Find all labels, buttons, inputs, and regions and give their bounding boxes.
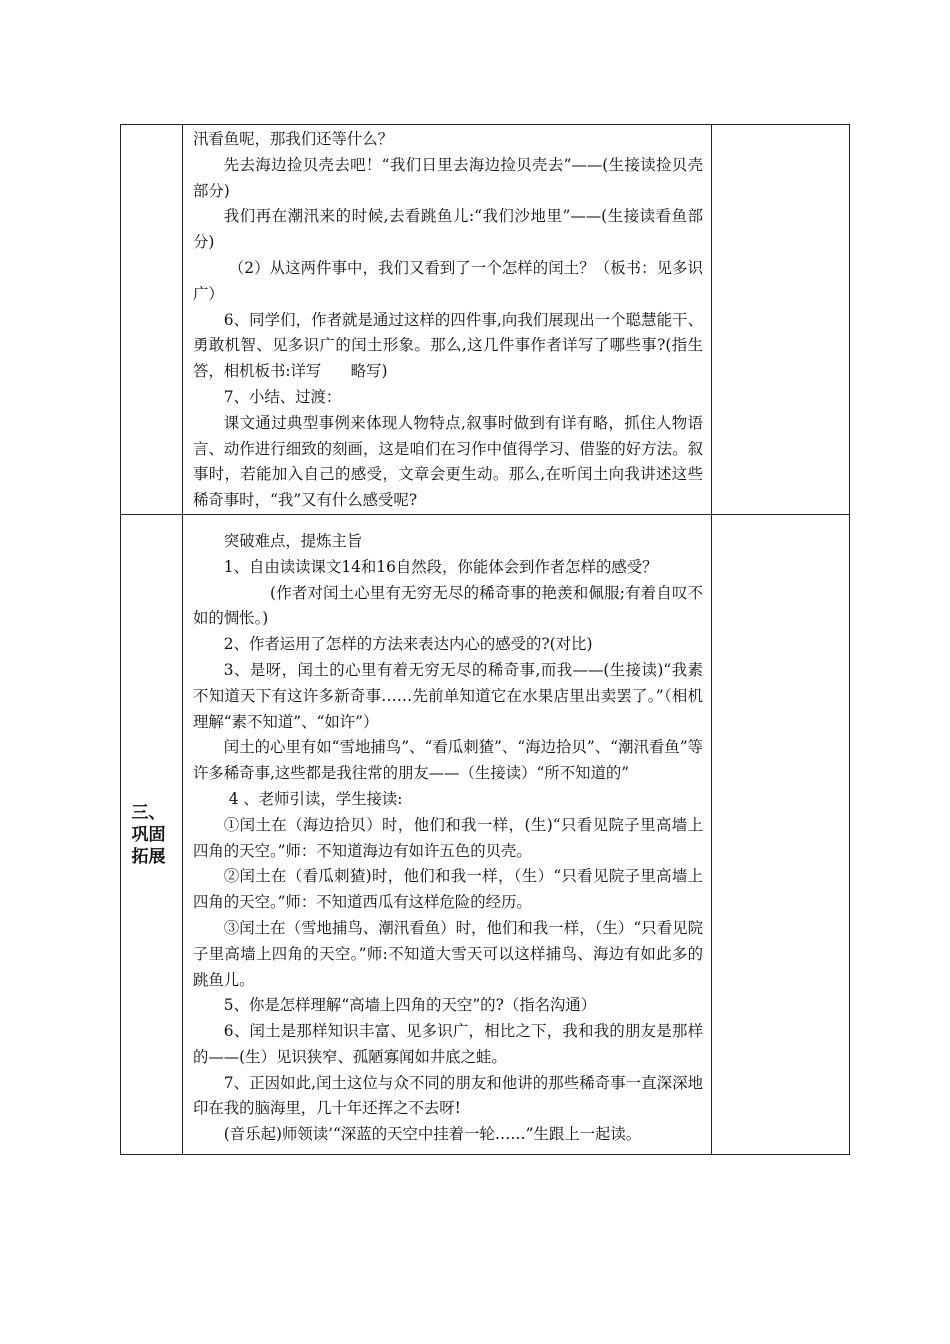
- paragraph: 我们再在潮汛来的时候,去看跳鱼儿:“我们沙地里”——(生接读看鱼部分): [193, 207, 703, 252]
- paragraph: 1、自由读读课文14和16自然段，你能体会到作者怎样的感受？: [223, 557, 658, 576]
- content-text: [183, 125, 711, 514]
- paragraph: (音乐起)师领读’“深蓝的天空中挂着一轮……”生跟上一起读。: [223, 1125, 642, 1144]
- notes-cell: [712, 125, 850, 515]
- section-label: 三、巩固拓展: [131, 802, 166, 867]
- content-cell: [183, 514, 712, 1154]
- paragraph: ③闰土在（雪地捕鸟、潮汛看鱼）时，他们和我一样，（生）“只看见院子里高墙上四角的天空。”师:不知道大雪天可以这样捕鸟、海边有如此多的跳鱼儿。: [193, 918, 703, 989]
- content-cell: [183, 125, 712, 515]
- paragraph: 7、小结、过渡：: [223, 387, 342, 406]
- notes-cell: [712, 514, 850, 1154]
- paragraph: 6、闰土是那样知识丰富、见多识广，相比之下，我和我的朋友是那样的——(生）见识狭窄、孤陋寡闻如井底之蛙。: [193, 1022, 703, 1066]
- paragraph: （2）从这两件事中，我们又看到了一个怎样的闰土？（板书：见多识广）: [193, 258, 703, 303]
- paragraph: 汛看鱼呢，那我们还等什么？: [193, 130, 394, 148]
- content-text: [183, 515, 711, 1154]
- table-row: [121, 125, 850, 515]
- paragraph: 课文通过典型事例来体现人物特点,叙事时做到有详有略，抓住人物语言、动作进行细致的刻画，这是咱们在习作中值得学习、借鉴的好方法。叙事时，若能加入自己的感受，文章会更生动。那么,在听闰土向我讲述这些稀奇事时，“我”又有什么感受呢?: [193, 413, 703, 510]
- paragraph: 突破难点，提炼主旨: [223, 531, 363, 550]
- paragraph: 先去海边捡贝壳去吧！“我们日里去海边捡贝壳去”——(生接读捡贝壳部分): [193, 155, 703, 200]
- paragraph: 2、作者运用了怎样的方法来表达内心的感受的?(对比): [223, 635, 593, 654]
- paragraph: (作者对闰土心里有无穷无尽的稀奇事的艳羡和佩服;有着自叹不如的惆怅。): [193, 583, 703, 628]
- paragraph: 4 、老师引读，学生接读:: [223, 789, 403, 808]
- section-cell: [121, 514, 183, 1154]
- lesson-plan-table: [120, 124, 850, 1155]
- table-row: [121, 514, 850, 1154]
- paragraph: 3、是呀，闰土的心里有着无穷无尽的稀奇事,而我——(生接读)“我素不知道天下有这许多新奇事……先前单知道它在水果店里出卖罢了。”（相机理解“素不知道”、“如许”）: [193, 660, 703, 731]
- section-cell: [121, 125, 183, 515]
- paragraph: ②闰土在（看瓜刺猹)时，他们和我一样，（生）“只看见院子里高墙上四角的天空。”师：不知道西瓜有这样危险的经历。: [193, 867, 703, 912]
- paragraph: 闰土的心里有如“雪地捕鸟”、“看瓜刺猹”、“海边拾贝”、“潮汛看鱼”等许多稀奇事,这些都是我往常的朋友——（生接读）“所不知道的”: [193, 738, 703, 783]
- paragraph: 7、正因如此,闰土这位与众不同的朋友和他讲的那些稀奇事一直深深地印在我的脑海里，几十年还挥之不去呀!: [193, 1073, 703, 1118]
- paragraph: 5、你是怎样理解“高墙上四角的天空”的?（指名沟通）: [223, 996, 597, 1015]
- paragraph: ①闰土在（海边拾贝）时，他们和我一样，(生)“只看见院子里高墙上四角的天空。”师：不知道海边有如许五色的贝壳。: [193, 815, 703, 860]
- paragraph: 6、同学们，作者就是通过这样的四件事,向我们展现出一个聪慧能干、勇敢机智、见多识广的闰土形象。那么,这几件事作者详写了哪些事?(指生答，相机板书:详写 略写): [193, 310, 703, 381]
